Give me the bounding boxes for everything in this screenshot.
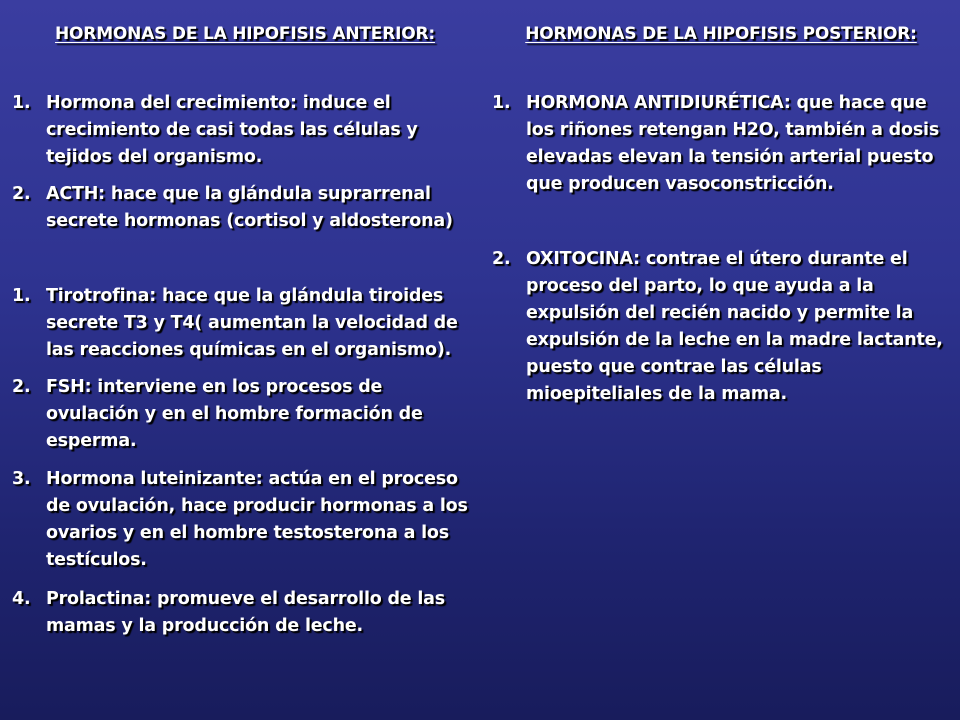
anterior-heading: HORMONAS DE LA HIPOFISIS ANTERIOR: [55,24,435,44]
list-item [10,181,480,235]
item-number: 2. [12,184,31,204]
list-item [10,586,480,640]
item-text: Hormona del crecimiento: induce el crecimiento de casi todas las células y tejidos del organismo. [46,93,418,167]
item-number: 3. [12,469,31,489]
list-item [490,90,952,198]
item-number: 1. [12,286,31,306]
item-text: Tirotrofina: hace que la glándula tiroides secrete T3 y T4( aumentan la velocidad de las reacciones químicas en el organismo). [46,286,458,360]
item-text: OXITOCINA: contrae el útero durante el proceso del parto, lo que ayuda a la expulsión del recién nacido y permite la expulsión de la leche en la madre lactante, puesto que contrae las células mioepiteliales de la mama. [526,249,943,404]
item-number: 2. [12,377,31,397]
list-item [10,466,480,574]
item-text: Prolactina: promueve el desarrollo de las mamas y la producción de leche. [46,589,445,636]
item-text: Hormona luteinizante: actúa en el proceso de ovulación, hace producir hormonas a los ovarios y en el hombre testosterona a los testículos. [46,469,468,570]
list-item [10,374,480,455]
item-number: 4. [12,589,31,609]
posterior-heading: HORMONAS DE LA HIPOFISIS POSTERIOR: [525,24,917,44]
item-number: 2. [492,249,511,269]
item-number: 1. [492,93,511,113]
list-item [10,90,480,171]
list-item [490,246,952,408]
item-text: ACTH: hace que la glándula suprarrenal secrete hormonas (cortisol y aldosterona) [46,184,453,231]
item-number: 1. [12,93,31,113]
list-item [10,283,480,364]
item-text: FSH: interviene en los procesos de ovulación y en el hombre formación de esperma. [46,377,423,451]
item-text: HORMONA ANTIDIURÉTICA: que hace que los riñones retengan H2O, también a dosis elevadas elevan la tensión arterial puesto que producen vasoconstricción. [526,93,940,194]
